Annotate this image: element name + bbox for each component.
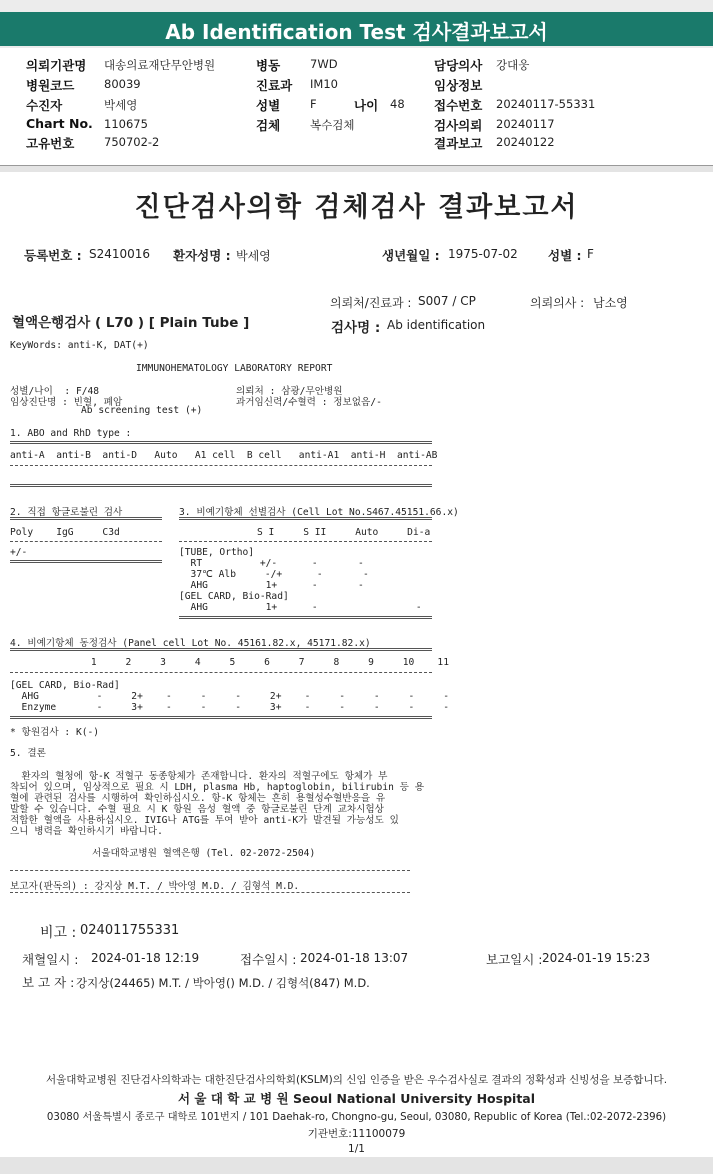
dat-result: +/- bbox=[10, 547, 28, 558]
patient-label: 수진자 bbox=[26, 98, 63, 113]
divider bbox=[10, 484, 432, 487]
abo-columns: anti-A anti-B anti-D Auto A1 cell B cell anti-A1 anti-H anti-AB bbox=[10, 450, 438, 461]
divider bbox=[179, 616, 432, 619]
sex-label: 성별 bbox=[256, 98, 281, 113]
info-history: 과거임신력/수혈력 : 정보없음/- bbox=[236, 397, 382, 408]
test-group: 혈액은행검사 ( L70 ) [ Plain Tube ] bbox=[12, 315, 250, 331]
chart-no-value: 110675 bbox=[104, 117, 148, 131]
screening-row: [TUBE, Ortho] bbox=[179, 547, 255, 558]
reporter-value: 강지상(24465) M.T. / 박아영() M.D. / 김형석(847) M.D. bbox=[76, 976, 370, 990]
clinical-info-label: 임상정보 bbox=[434, 78, 483, 93]
dept-value: S007 / CP bbox=[418, 294, 476, 308]
info-diagnosis: 임상진단명 : 빈혈, 폐암 bbox=[10, 397, 123, 408]
age-label: 나이 bbox=[354, 98, 379, 113]
reporters-line: 보고자(판독의) : 강지상 M.T. / 박아영 M.D. / 김형석 M.D. bbox=[10, 881, 300, 892]
reg-no-label: 등록번호 : bbox=[24, 248, 82, 263]
abo-section-title: 1. ABO and RhD type : bbox=[10, 428, 132, 439]
divider bbox=[10, 892, 410, 893]
request-info-panel bbox=[0, 48, 713, 166]
panel-row: [GEL CARD, Bio-Rad] bbox=[10, 680, 120, 691]
banner-title: Ab Identification Test 검사결과보고서 bbox=[165, 20, 548, 44]
hospital-label: 의뢰기관명 bbox=[26, 58, 87, 73]
receipt-value: 2024-01-18 13:07 bbox=[300, 951, 409, 965]
dob-value: 1975-07-02 bbox=[448, 247, 518, 261]
hospital-code-label: 병원코드 bbox=[26, 78, 75, 93]
collect-value: 2024-01-18 12:19 bbox=[91, 951, 200, 965]
request-date-label: 검사의뢰 bbox=[434, 118, 483, 133]
divider bbox=[179, 517, 432, 520]
note-value: 024011755331 bbox=[80, 923, 180, 938]
sex-value: F bbox=[310, 97, 317, 111]
collect-label: 채혈일시 : bbox=[22, 952, 79, 967]
report-sex-label: 성별 : bbox=[548, 248, 582, 263]
attending-label: 담당의사 bbox=[434, 58, 483, 73]
conclusion-line: 발할 수 있습니다. 수혈 필요 시 K 항원 음성 혈액 중 항글로불린 단계 교차시험상 bbox=[10, 804, 384, 815]
divider bbox=[10, 441, 432, 444]
age-value: 48 bbox=[390, 97, 405, 111]
page-number: 1/1 bbox=[348, 1143, 365, 1155]
conclusion-line: 환자의 혈청에 항-K 적혈구 동종항체가 존재합니다. 환자의 적혈구에도 항체가 부 bbox=[10, 771, 388, 782]
report-time-value: 2024-01-19 15:23 bbox=[542, 951, 651, 965]
ward-label: 병동 bbox=[256, 58, 281, 73]
conclusion-line: 혈에 관련된 검사를 시행하여 확인하십시오. 항-K 항체는 흔히 용혈성수혈반응을 유 bbox=[10, 793, 386, 804]
antigen-test: * 항원검사 : K(-) bbox=[10, 727, 100, 738]
ordering-doctor-value: 남소영 bbox=[593, 296, 628, 310]
reporter-label: 보 고 자 : bbox=[22, 975, 75, 990]
department-label: 진료과 bbox=[256, 78, 293, 93]
receipt-no-label: 접수번호 bbox=[434, 98, 483, 113]
panel-row: AHG - 2+ - - - 2+ - - - - - bbox=[10, 691, 449, 702]
unique-no-value: 750702-2 bbox=[104, 135, 160, 149]
dat-section-title: 2. 직접 항글로불린 검사 bbox=[10, 507, 123, 518]
report-sex-value: F bbox=[587, 247, 594, 261]
divider bbox=[10, 517, 162, 520]
screening-row: AHG 1+ - - bbox=[179, 580, 364, 591]
divider bbox=[10, 870, 410, 871]
request-date-value: 20240117 bbox=[496, 117, 555, 131]
conclusion-title: 5. 결론 bbox=[10, 748, 46, 759]
unique-no-label: 고유번호 bbox=[26, 136, 75, 151]
certification-notice: 서울대학교병원 진단검사의학과는 대한진단검사의학회(KSLM)의 신임 인증을 받은 우수검사실로 결과의 정확성과 신빙성을 보증합니다. bbox=[45, 1074, 668, 1086]
hospital-code-value: 80039 bbox=[104, 77, 141, 91]
panel-section-title: 4. 비예기항체 동정검사 (Panel cell Lot No. 45161.82.x, 45171.82.x) bbox=[10, 638, 371, 649]
bottom-strip bbox=[0, 1157, 713, 1174]
test-name-value: Ab identification bbox=[387, 318, 486, 332]
attending-value: 강대웅 bbox=[496, 58, 530, 72]
lab-report-heading: IMMUNOHEMATOLOGY LABORATORY REPORT bbox=[136, 363, 333, 374]
conclusion-line: 으니 병력을 확인하시기 바랍니다. bbox=[10, 826, 163, 837]
divider bbox=[10, 465, 432, 466]
hospital-value: 대송의료재단무안병원 bbox=[104, 58, 216, 72]
divider bbox=[10, 716, 432, 719]
screening-columns: S I S II Auto Di-a bbox=[257, 527, 431, 538]
divider bbox=[10, 648, 432, 651]
conclusion-line: 적합한 혈액을 사용하십시오. IVIG나 ATG를 투여 받아 anti-K가 발견될 가능성도 있 bbox=[10, 815, 399, 826]
report-date-label: 결과보고 bbox=[434, 136, 483, 151]
patient-value: 박세영 bbox=[104, 98, 138, 112]
info-sex-age: 성별/나이 : F/48 bbox=[10, 386, 100, 397]
divider bbox=[10, 541, 162, 542]
specimen-label: 검체 bbox=[256, 118, 281, 133]
divider bbox=[10, 672, 432, 673]
keywords: KeyWords: anti-K, DAT(+) bbox=[10, 340, 149, 351]
divider bbox=[10, 560, 162, 563]
receipt-no-value: 20240117-55331 bbox=[496, 97, 596, 111]
screening-row: AHG 1+ - - bbox=[179, 602, 422, 613]
hospital-address: 03080 서울특별시 종로구 대학로 101번지 / 101 Daehak-ro, Chongno-gu, Seoul, 03080, Republic of Korea (Tel.:02-2072-2396) bbox=[46, 1112, 667, 1123]
specimen-value: 복수검체 bbox=[310, 118, 355, 132]
receipt-label: 접수일시 : bbox=[240, 952, 297, 967]
screening-row: 37℃ Alb -/+ - - bbox=[179, 569, 369, 580]
dept-label: 의뢰처/진료과 : bbox=[330, 296, 412, 310]
dat-columns: Poly IgG C3d bbox=[10, 527, 120, 538]
screening-section-title: 3. 비예기항체 선별검사 (Cell Lot No.S467.45151.66.x) bbox=[179, 507, 459, 518]
note-label: 비고 : bbox=[40, 925, 77, 941]
info-requester: 의뢰처 : 삼광/무안병원 bbox=[236, 386, 343, 397]
report-title: 진단검사의학 검체검사 결과보고서 bbox=[134, 192, 579, 223]
patient-name-value: 박세영 bbox=[236, 249, 271, 263]
chart-no-label: Chart No. bbox=[26, 116, 93, 131]
screening-row: [GEL CARD, Bio-Rad] bbox=[179, 591, 289, 602]
report-date-value: 20240122 bbox=[496, 135, 555, 149]
ordering-doctor-label: 의뢰의사 : bbox=[530, 296, 585, 310]
reg-no-value: S2410016 bbox=[89, 247, 151, 261]
conclusion-line: 착되어 있으며, 임상적으로 필요 시 LDH, plasma Hb, haptoglobin, bilirubin 등 용 bbox=[10, 782, 424, 793]
divider bbox=[179, 541, 432, 542]
blood-bank-contact: 서울대학교병원 혈액은행 (Tel. 02-2072-2504) bbox=[92, 848, 316, 859]
patient-name-label: 환자성명 : bbox=[173, 248, 231, 263]
ward-value: 7WD bbox=[310, 57, 338, 71]
institution-number: 기관번호:11100079 bbox=[307, 1128, 406, 1140]
dob-label: 생년월일 : bbox=[382, 248, 440, 263]
test-name-label: 검사명 : bbox=[331, 320, 381, 336]
panel-row: Enzyme - 3+ - - - 3+ - - - - - bbox=[10, 702, 449, 713]
screening-row: RT +/- - - bbox=[179, 558, 364, 569]
report-time-label: 보고일시 : bbox=[486, 952, 543, 967]
department-value: IM10 bbox=[310, 77, 338, 91]
hospital-name: 서 울 대 학 교 병 원 Seoul National University Hospital bbox=[177, 1091, 536, 1106]
panel-columns: 1 2 3 4 5 6 7 8 9 10 11 bbox=[10, 657, 449, 668]
info-screening: Ab screening test (+) bbox=[81, 405, 203, 416]
